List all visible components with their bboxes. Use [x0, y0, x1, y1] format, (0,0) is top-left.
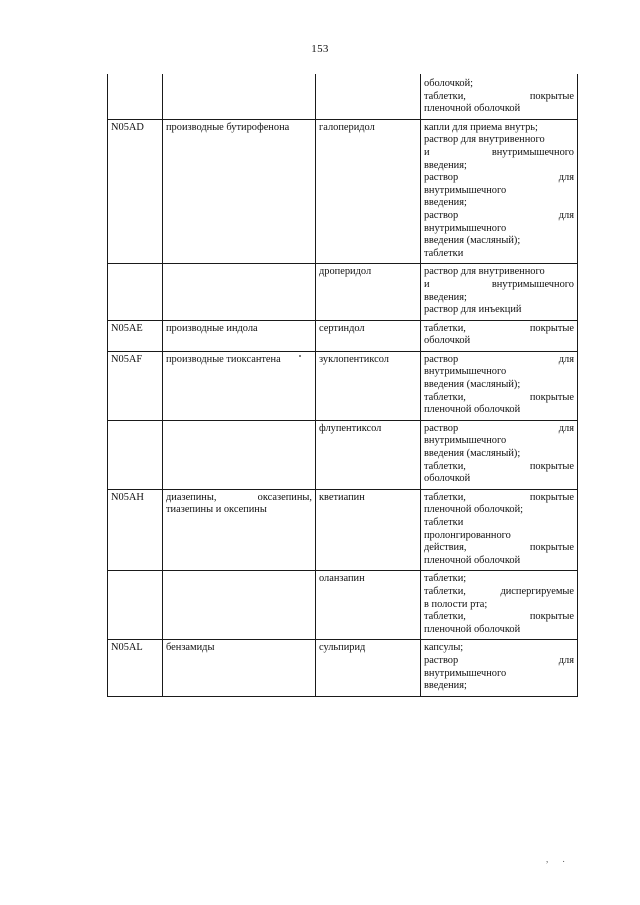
dosage-form-line: внутримышечного	[424, 366, 507, 378]
dosage-form-word: таблетки,	[424, 322, 466, 334]
dosage-form-line: капсулы;	[424, 642, 464, 654]
atc-code-cell: N05AE	[108, 320, 163, 351]
dosage-form-word: раствор	[424, 209, 459, 221]
table-row	[108, 351, 578, 420]
dosage-form-line: внутримышечного	[424, 222, 507, 234]
table-row	[108, 119, 578, 264]
dosage-form-line: таблетки	[424, 517, 464, 528]
page-number: 153	[311, 43, 329, 55]
dosage-form-line: оболочкой	[424, 473, 471, 485]
atc-code-cell: N05AL	[108, 640, 163, 696]
drug-name-cell: дроперидол	[316, 264, 421, 320]
dosage-form-word: таблетки,	[424, 611, 466, 623]
atc-code-cell: N05AF	[108, 351, 163, 420]
drug-table	[107, 74, 578, 697]
scan-artifact-dot	[299, 355, 301, 357]
dosage-form-word: таблетки,	[424, 90, 466, 102]
drug-name-cell: флупентиксол	[316, 420, 421, 489]
dosage-form-line	[424, 392, 574, 405]
dosage-form-word: покрытые	[529, 491, 574, 503]
dosage-form-word: покрытые	[529, 322, 574, 334]
dosage-form-word: раствор	[424, 654, 459, 666]
dosage-form-word: таблетки,	[424, 585, 466, 597]
dosage-form-line: таблетки	[424, 247, 464, 259]
dosage-form-word: и	[424, 146, 430, 158]
dosage-form-line: раствор для внутривенного	[424, 134, 545, 146]
dosage-form-line: таблетки;	[424, 573, 467, 585]
scan-artifact-marks: , .	[546, 854, 571, 864]
dosage-form-line: раствор для внутривенного	[424, 266, 545, 278]
dosage-form-line: введения (масляный);	[424, 448, 521, 460]
table-row	[108, 640, 578, 696]
group-name-cell: бензамиды	[163, 640, 316, 696]
dosage-forms-cell	[421, 119, 578, 264]
atc-code-cell	[108, 571, 163, 640]
dosage-form-line: оболочкой;	[424, 78, 474, 89]
dosage-form-line: внутримышечного	[424, 667, 507, 679]
drug-name-cell	[316, 74, 421, 119]
atc-code-cell	[108, 420, 163, 489]
drug-name-cell: сертиндол	[316, 320, 421, 351]
dosage-form-word: для	[558, 353, 574, 365]
dosage-form-word: внутримышечного	[491, 278, 574, 290]
dosage-form-word: диспергируемые	[500, 585, 574, 597]
dosage-form-line	[424, 279, 574, 292]
dosage-form-line: введения (масляный);	[424, 379, 521, 391]
dosage-form-line: раствор для инъекций	[424, 304, 522, 316]
dosage-form-line	[424, 461, 574, 474]
dosage-form-word: раствор	[424, 422, 459, 434]
table-row	[108, 320, 578, 351]
dosage-form-line: в полости рта;	[424, 598, 488, 610]
dosage-form-line	[424, 172, 574, 185]
dosage-form-line: пролонгированного	[424, 529, 511, 541]
dosage-form-line	[424, 147, 574, 160]
group-name-cell: производные тиоксантена	[163, 351, 316, 420]
dosage-form-line: пленочной оболочкой	[424, 103, 521, 115]
dosage-form-word: покрытые	[529, 611, 574, 623]
dosage-forms-cell	[421, 489, 578, 571]
dosage-form-line	[424, 91, 574, 104]
dosage-forms-cell	[421, 351, 578, 420]
table-row	[108, 420, 578, 489]
group-name-cell	[163, 571, 316, 640]
dosage-form-word: действия,	[424, 542, 467, 554]
dosage-form-line: пленочной оболочкой	[424, 623, 521, 635]
dosage-form-word: раствор	[424, 353, 459, 365]
drug-name-cell: галоперидол	[316, 119, 421, 264]
dosage-form-word: для	[558, 654, 574, 666]
drug-name-cell: зуклопентиксол	[316, 351, 421, 420]
dosage-forms-cell	[421, 74, 578, 119]
atc-code-cell	[108, 264, 163, 320]
drug-name-cell: кветиапин	[316, 489, 421, 571]
drug-name-cell: сульпирид	[316, 640, 421, 696]
dosage-form-line	[424, 354, 574, 367]
dosage-form-word: таблетки,	[424, 391, 466, 403]
table-body	[108, 74, 578, 696]
dosage-form-line: пленочной оболочкой;	[424, 504, 524, 516]
dosage-form-line	[424, 210, 574, 223]
dosage-form-word: покрытые	[529, 90, 574, 102]
group-name-cell	[163, 420, 316, 489]
dosage-form-line	[424, 423, 574, 436]
dosage-form-line	[424, 586, 574, 599]
dosage-form-word: и	[424, 278, 430, 290]
dosage-forms-cell	[421, 320, 578, 351]
dosage-forms-cell	[421, 420, 578, 489]
dosage-form-line: введения;	[424, 197, 467, 209]
dosage-forms-cell	[421, 264, 578, 320]
dosage-form-line: введения;	[424, 159, 467, 171]
dosage-form-word: для	[558, 422, 574, 434]
dosage-form-word: покрытые	[529, 460, 574, 472]
dosage-form-word: таблетки,	[424, 460, 466, 472]
dosage-form-line	[424, 655, 574, 668]
dosage-form-word: для	[558, 172, 574, 184]
dosage-form-line: введения (масляный);	[424, 235, 521, 247]
dosage-forms-cell	[421, 640, 578, 696]
dosage-form-word: для	[558, 209, 574, 221]
dosage-form-line: внутримышечного	[424, 435, 507, 447]
group-name-cell: производные индола	[163, 320, 316, 351]
group-name-cell: диазепины, оксазепины, тиазепины и оксепины	[163, 489, 316, 571]
atc-code-cell	[108, 74, 163, 119]
table-row	[108, 571, 578, 640]
dosage-form-line: пленочной оболочкой	[424, 404, 521, 416]
group-name-cell	[163, 264, 316, 320]
dosage-form-line: введения;	[424, 291, 467, 303]
dosage-form-line	[424, 611, 574, 624]
table-row	[108, 264, 578, 320]
drug-name-cell: оланзапин	[316, 571, 421, 640]
dosage-form-line: оболочкой	[424, 335, 471, 347]
dosage-form-word: покрытые	[529, 391, 574, 403]
table-row	[108, 74, 578, 119]
dosage-form-line	[424, 542, 574, 555]
dosage-form-line: внутримышечного	[424, 184, 507, 196]
group-name-cell	[163, 74, 316, 119]
dosage-form-word: внутримышечного	[491, 146, 574, 158]
atc-code-cell: N05AH	[108, 489, 163, 571]
atc-code-cell: N05AD	[108, 119, 163, 264]
dosage-form-line: пленочной оболочкой	[424, 554, 521, 566]
table-row	[108, 489, 578, 571]
dosage-form-word: раствор	[424, 172, 459, 184]
dosage-form-line: капли для приема внутрь;	[424, 121, 538, 133]
dosage-form-word: покрытые	[529, 542, 574, 554]
dosage-form-line: введения;	[424, 680, 467, 692]
dosage-forms-cell	[421, 571, 578, 640]
dosage-form-line	[424, 492, 574, 505]
group-name-cell: производные бутирофенона	[163, 119, 316, 264]
dosage-form-word: таблетки,	[424, 491, 466, 503]
dosage-form-line	[424, 323, 574, 336]
